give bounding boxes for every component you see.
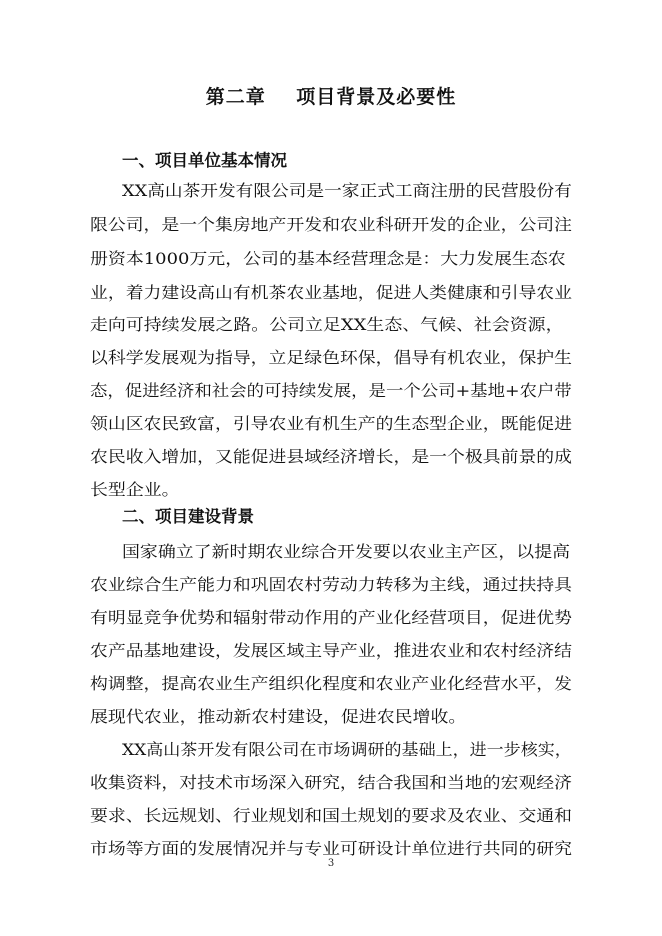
- text-line: 走向可持续发展之路。公司立足XX生态、气候、社会资源，: [90, 315, 564, 334]
- text-line: 限公司，是一个集房地产开发和农业科研开发的企业，公司注: [90, 215, 573, 234]
- text-line: 要求、长远规划、行业规划和国土规划的要求及农业、交通和: [90, 806, 573, 825]
- text-line: XX高山茶开发有限公司在市场调研的基础上，进一步核实，: [122, 740, 572, 759]
- text-line: 以科学发展观为指导，立足绿色环保，倡导有机农业，保护生: [90, 348, 573, 367]
- page-number: 3: [327, 858, 335, 869]
- section-heading-background: 二、项目建设背景: [122, 507, 254, 526]
- text-line: 国家确立了新时期农业综合开发要以农业主产区，以提高: [122, 542, 571, 561]
- text-line: 态，促进经济和社会的可持续发展，是一个公司+基地+农户带: [90, 381, 572, 400]
- text-line: 长型企业。: [90, 480, 180, 499]
- text-line: 业，着力建设高山有机茶农业基地，促进人类健康和引导农业: [90, 283, 573, 302]
- section-heading-unit-info: 一、项目单位基本情况: [122, 151, 287, 170]
- chapter-title: 第二章 项目背景及必要性: [205, 86, 457, 108]
- text-line: 构调整，提高农业生产组织化程度和农业产业化经营水平，发: [90, 674, 573, 693]
- text-line: 农业综合生产能力和巩固农村劳动力转移为主线，通过扶持具: [90, 575, 573, 594]
- text-line: XX高山茶开发有限公司是一家正式工商注册的民营股份有: [122, 181, 572, 200]
- text-line: 册资本1000万元，公司的基本经营理念是：大力发展生态农: [90, 249, 566, 268]
- text-line: 领山区农民致富，引导农业有机生产的生态型企业，既能促进: [90, 414, 573, 433]
- text-line: 展现代农业，推动新农村建设，促进农民增收。: [90, 707, 467, 726]
- text-line: 有明显竞争优势和辐射带动作用的产业化经营项目，促进优势: [90, 608, 573, 627]
- text-line: 收集资料，对技术市场深入研究，结合我国和当地的宏观经济: [90, 773, 573, 792]
- text-line: 市场等方面的发展情况并与专业可研设计单位进行共同的研究: [90, 839, 573, 858]
- text-line: 农产品基地建设，发展区域主导产业，推进农业和农村经济结: [90, 641, 573, 660]
- text-line: 农民收入增加，又能促进县域经济增长，是一个极具前景的成: [90, 447, 573, 466]
